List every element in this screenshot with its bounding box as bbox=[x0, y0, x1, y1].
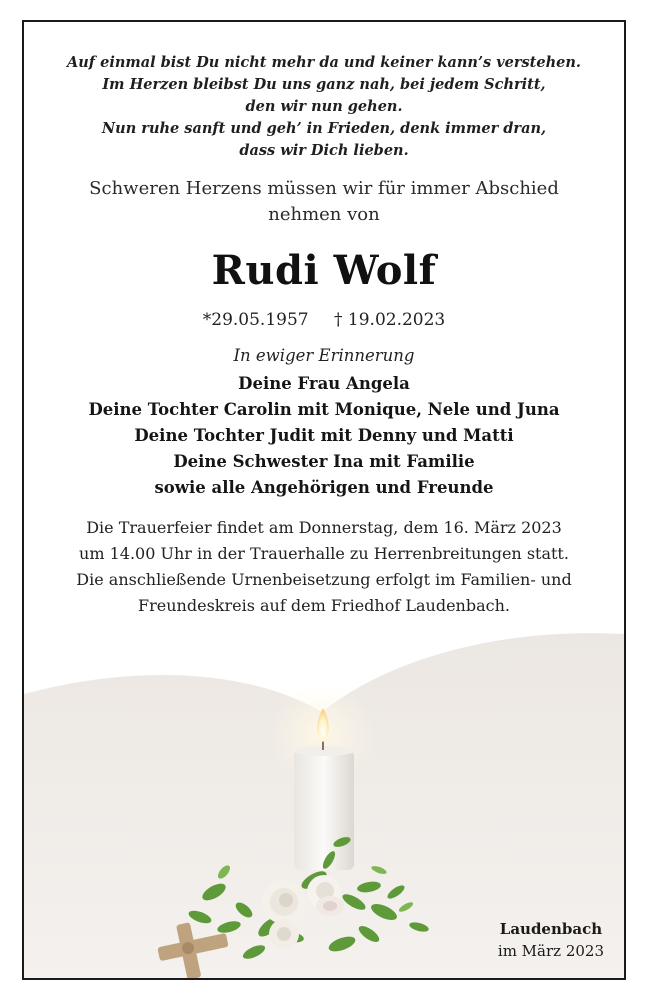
poem-line: Auf einmal bist Du nicht mehr da und keiner kann’s verstehen. bbox=[67, 54, 581, 71]
poem-line: den wir nun gehen. bbox=[245, 98, 403, 115]
poem bbox=[24, 52, 624, 162]
poem-line: dass wir Dich lieben. bbox=[239, 142, 409, 159]
place-date: im März 2023 bbox=[497, 942, 604, 960]
mourner: sowie alle Angehörigen und Freunde bbox=[154, 478, 494, 497]
ceremony-line: Die anschließende Urnenbeisetzung erfolgt im Familien- und bbox=[76, 570, 572, 589]
place-city: Laudenbach bbox=[499, 920, 603, 938]
life-dates bbox=[24, 308, 624, 332]
intro-text bbox=[24, 176, 624, 228]
mourner: Deine Frau Angela bbox=[238, 374, 410, 393]
ceremony-line: Freundeskreis auf dem Friedhof Laudenbach. bbox=[138, 596, 510, 615]
poem-line: Im Herzen bleibst Du uns ganz nah, bei jedem Schritt, bbox=[102, 76, 546, 93]
deceased-name: Rudi Wolf bbox=[211, 247, 437, 294]
ceremony-info bbox=[24, 515, 624, 619]
intro-line: Schweren Herzens müssen wir für immer Abschied bbox=[89, 178, 559, 199]
mourner: Deine Schwester Ina mit Familie bbox=[173, 452, 475, 471]
place-and-date bbox=[498, 918, 604, 962]
intro-line: nehmen von bbox=[268, 204, 380, 225]
poem-line: Nun ruhe sanft und geh’ in Frieden, denk immer dran, bbox=[101, 120, 547, 137]
memory-label: In ewiger Erinnerung bbox=[233, 346, 415, 365]
ceremony-line: um 14.00 Uhr in der Trauerhalle zu Herrenbreitungen statt. bbox=[79, 544, 569, 563]
birth-date: *29.05.1957 bbox=[202, 310, 309, 330]
mourner: Deine Tochter Carolin mit Monique, Nele und Juna bbox=[88, 400, 560, 419]
death-date: † 19.02.2023 bbox=[334, 310, 446, 330]
mourner: Deine Tochter Judit mit Denny und Matti bbox=[134, 426, 514, 445]
obituary-card bbox=[22, 20, 626, 980]
ceremony-line: Die Trauerfeier findet am Donnerstag, dem 16. März 2023 bbox=[86, 518, 562, 537]
mourners-list bbox=[24, 371, 624, 501]
